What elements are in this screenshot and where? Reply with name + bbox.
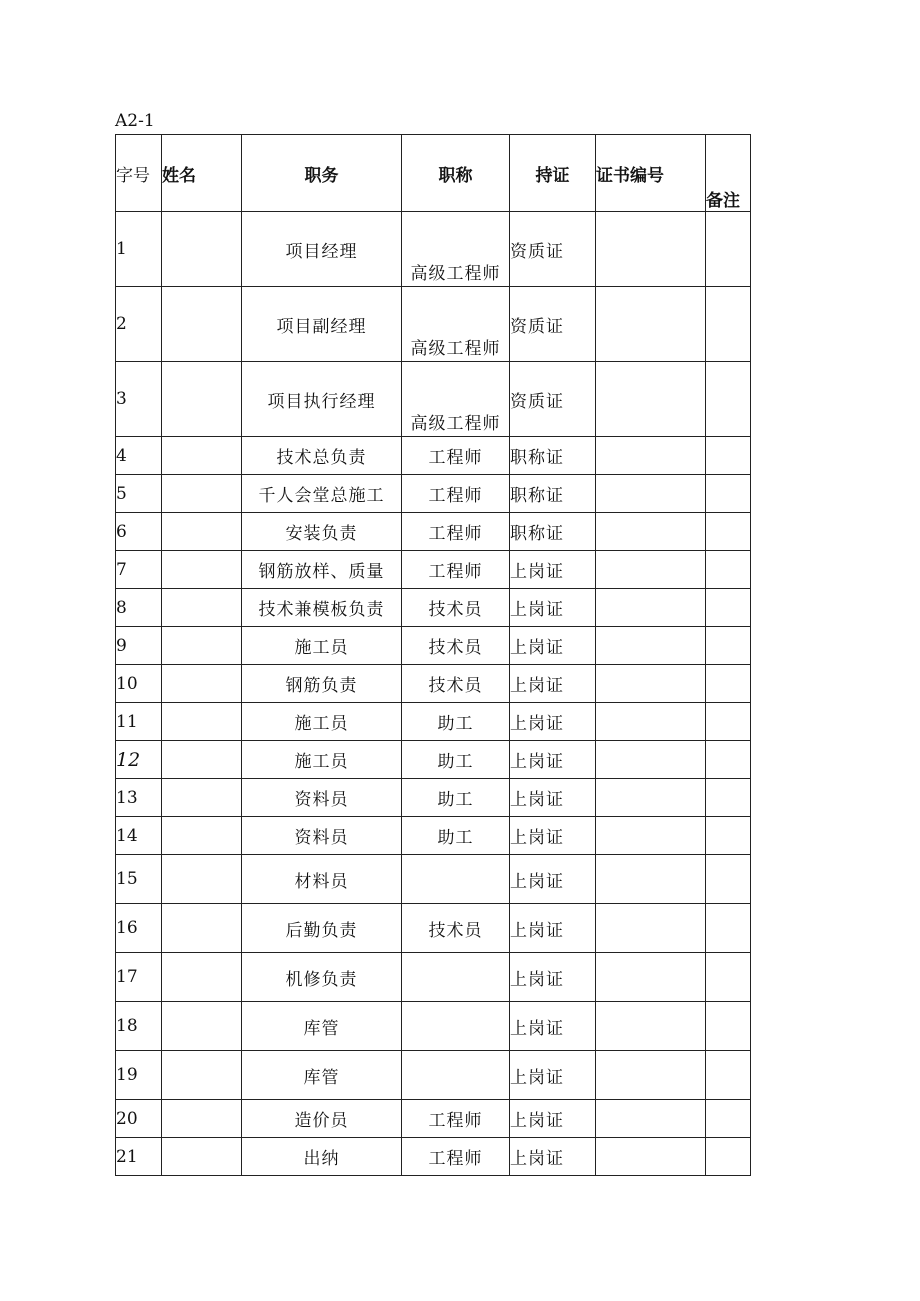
row-certificate: 上岗证 (510, 551, 596, 589)
row-certificate: 职称证 (510, 437, 596, 475)
row-certificate: 上岗证 (510, 904, 596, 953)
row-remark (706, 953, 751, 1002)
row-position: 项目经理 (242, 212, 402, 287)
row-position: 后勤负责 (242, 904, 402, 953)
row-position: 项目副经理 (242, 287, 402, 362)
row-name (162, 513, 242, 551)
table-row (116, 475, 751, 513)
row-title: 工程师 (402, 551, 510, 589)
row-remark (706, 513, 751, 551)
row-remark (706, 1100, 751, 1138)
row-name (162, 665, 242, 703)
header-cert-number: 证书编号 (596, 135, 706, 212)
row-position: 施工员 (242, 703, 402, 741)
row-cert-number (596, 627, 706, 665)
row-remark (706, 362, 751, 437)
row-name (162, 475, 242, 513)
row-name (162, 741, 242, 779)
row-certificate: 上岗证 (510, 1138, 596, 1176)
table-row (116, 551, 751, 589)
row-certificate: 上岗证 (510, 1100, 596, 1138)
row-title: 技术员 (402, 589, 510, 627)
row-title: 高级工程师 (402, 212, 510, 287)
row-cert-number (596, 475, 706, 513)
row-cert-number (596, 287, 706, 362)
row-position: 资料员 (242, 817, 402, 855)
row-certificate: 资质证 (510, 287, 596, 362)
row-number: 3 (116, 362, 162, 437)
document-label: A2-1 (115, 111, 155, 131)
row-remark (706, 1138, 751, 1176)
row-position: 造价员 (242, 1100, 402, 1138)
header-position: 职务 (242, 135, 402, 212)
row-number: 14 (116, 817, 162, 855)
row-number: 7 (116, 551, 162, 589)
row-position: 安装负责 (242, 513, 402, 551)
row-remark (706, 855, 751, 904)
row-title: 助工 (402, 817, 510, 855)
row-position: 材料员 (242, 855, 402, 904)
row-number: 16 (116, 904, 162, 953)
table-row (116, 1138, 751, 1176)
table-row (116, 1002, 751, 1051)
row-cert-number (596, 741, 706, 779)
table-row (116, 855, 751, 904)
row-title: 工程师 (402, 513, 510, 551)
row-number: 15 (116, 855, 162, 904)
row-cert-number (596, 817, 706, 855)
row-cert-number (596, 513, 706, 551)
row-remark (706, 817, 751, 855)
row-name (162, 779, 242, 817)
row-remark (706, 475, 751, 513)
row-remark (706, 1051, 751, 1100)
row-title: 工程师 (402, 1100, 510, 1138)
row-cert-number (596, 212, 706, 287)
row-position: 资料员 (242, 779, 402, 817)
table-row (116, 287, 751, 362)
row-cert-number (596, 703, 706, 741)
row-certificate: 上岗证 (510, 627, 596, 665)
row-certificate: 上岗证 (510, 741, 596, 779)
table-row (116, 437, 751, 475)
row-remark (706, 779, 751, 817)
row-title: 工程师 (402, 1138, 510, 1176)
header-remark: 备注 (706, 135, 751, 212)
row-cert-number (596, 953, 706, 1002)
row-position: 钢筋放样、质量 (242, 551, 402, 589)
row-number: 13 (116, 779, 162, 817)
row-name (162, 627, 242, 665)
header-certificate: 持证 (510, 135, 596, 212)
row-remark (706, 741, 751, 779)
row-number: 19 (116, 1051, 162, 1100)
row-position: 库管 (242, 1051, 402, 1100)
row-title (402, 953, 510, 1002)
row-cert-number (596, 362, 706, 437)
row-remark (706, 665, 751, 703)
table-row (116, 665, 751, 703)
row-cert-number (596, 904, 706, 953)
row-title (402, 855, 510, 904)
row-certificate: 上岗证 (510, 703, 596, 741)
row-position: 技术总负责 (242, 437, 402, 475)
row-position: 施工员 (242, 741, 402, 779)
row-name (162, 362, 242, 437)
table-row (116, 703, 751, 741)
table-row (116, 817, 751, 855)
row-remark (706, 627, 751, 665)
row-name (162, 1100, 242, 1138)
row-certificate: 资质证 (510, 362, 596, 437)
table-row (116, 953, 751, 1002)
row-name (162, 1002, 242, 1051)
row-name (162, 953, 242, 1002)
row-title: 技术员 (402, 904, 510, 953)
row-position: 项目执行经理 (242, 362, 402, 437)
table-row (116, 362, 751, 437)
row-cert-number (596, 551, 706, 589)
row-number: 1 (116, 212, 162, 287)
header-row (116, 135, 751, 212)
row-cert-number (596, 1051, 706, 1100)
row-cert-number (596, 855, 706, 904)
row-position: 技术兼模板负责 (242, 589, 402, 627)
row-number: 4 (116, 437, 162, 475)
header-no: 字号 (116, 135, 162, 212)
table-row (116, 904, 751, 953)
row-certificate: 上岗证 (510, 779, 596, 817)
row-name (162, 589, 242, 627)
row-title: 工程师 (402, 475, 510, 513)
row-number: 17 (116, 953, 162, 1002)
row-name (162, 904, 242, 953)
row-remark (706, 1002, 751, 1051)
row-certificate: 上岗证 (510, 589, 596, 627)
row-title: 技术员 (402, 665, 510, 703)
row-position: 千人会堂总施工 (242, 475, 402, 513)
table-row (116, 741, 751, 779)
row-title: 助工 (402, 703, 510, 741)
row-remark (706, 212, 751, 287)
row-certificate: 上岗证 (510, 665, 596, 703)
table-row (116, 212, 751, 287)
row-name (162, 855, 242, 904)
row-position: 施工员 (242, 627, 402, 665)
row-certificate: 职称证 (510, 475, 596, 513)
row-name (162, 551, 242, 589)
row-number: 18 (116, 1002, 162, 1051)
row-number: 6 (116, 513, 162, 551)
row-certificate: 上岗证 (510, 953, 596, 1002)
row-name (162, 703, 242, 741)
row-cert-number (596, 1100, 706, 1138)
row-name (162, 817, 242, 855)
row-cert-number (596, 665, 706, 703)
row-certificate: 资质证 (510, 212, 596, 287)
row-remark (706, 703, 751, 741)
row-title: 助工 (402, 741, 510, 779)
row-title: 高级工程师 (402, 287, 510, 362)
row-number: 12 (116, 741, 162, 779)
row-name (162, 1138, 242, 1176)
staff-roster-table (115, 134, 751, 1176)
row-position: 机修负责 (242, 953, 402, 1002)
row-name (162, 212, 242, 287)
header-title: 职称 (402, 135, 510, 212)
table-row (116, 627, 751, 665)
table-row (116, 779, 751, 817)
row-title (402, 1051, 510, 1100)
row-position: 库管 (242, 1002, 402, 1051)
row-remark (706, 551, 751, 589)
row-cert-number (596, 1002, 706, 1051)
row-cert-number (596, 779, 706, 817)
row-cert-number (596, 1138, 706, 1176)
row-certificate: 上岗证 (510, 1002, 596, 1051)
row-name (162, 1051, 242, 1100)
row-name (162, 437, 242, 475)
row-title: 高级工程师 (402, 362, 510, 437)
row-certificate: 上岗证 (510, 1051, 596, 1100)
row-position: 钢筋负责 (242, 665, 402, 703)
row-title: 工程师 (402, 437, 510, 475)
row-certificate: 职称证 (510, 513, 596, 551)
row-number: 21 (116, 1138, 162, 1176)
row-number: 11 (116, 703, 162, 741)
row-number: 2 (116, 287, 162, 362)
row-certificate: 上岗证 (510, 855, 596, 904)
row-number: 10 (116, 665, 162, 703)
table-row (116, 1051, 751, 1100)
row-cert-number (596, 589, 706, 627)
header-name: 姓名 (162, 135, 242, 212)
row-title: 技术员 (402, 627, 510, 665)
row-number: 8 (116, 589, 162, 627)
row-remark (706, 437, 751, 475)
row-title (402, 1002, 510, 1051)
row-number: 9 (116, 627, 162, 665)
row-number: 5 (116, 475, 162, 513)
row-remark (706, 589, 751, 627)
row-title: 助工 (402, 779, 510, 817)
table-row (116, 513, 751, 551)
row-cert-number (596, 437, 706, 475)
row-number: 20 (116, 1100, 162, 1138)
row-certificate: 上岗证 (510, 817, 596, 855)
row-remark (706, 287, 751, 362)
row-remark (706, 904, 751, 953)
row-position: 出纳 (242, 1138, 402, 1176)
row-name (162, 287, 242, 362)
table-row (116, 1100, 751, 1138)
table-row (116, 589, 751, 627)
